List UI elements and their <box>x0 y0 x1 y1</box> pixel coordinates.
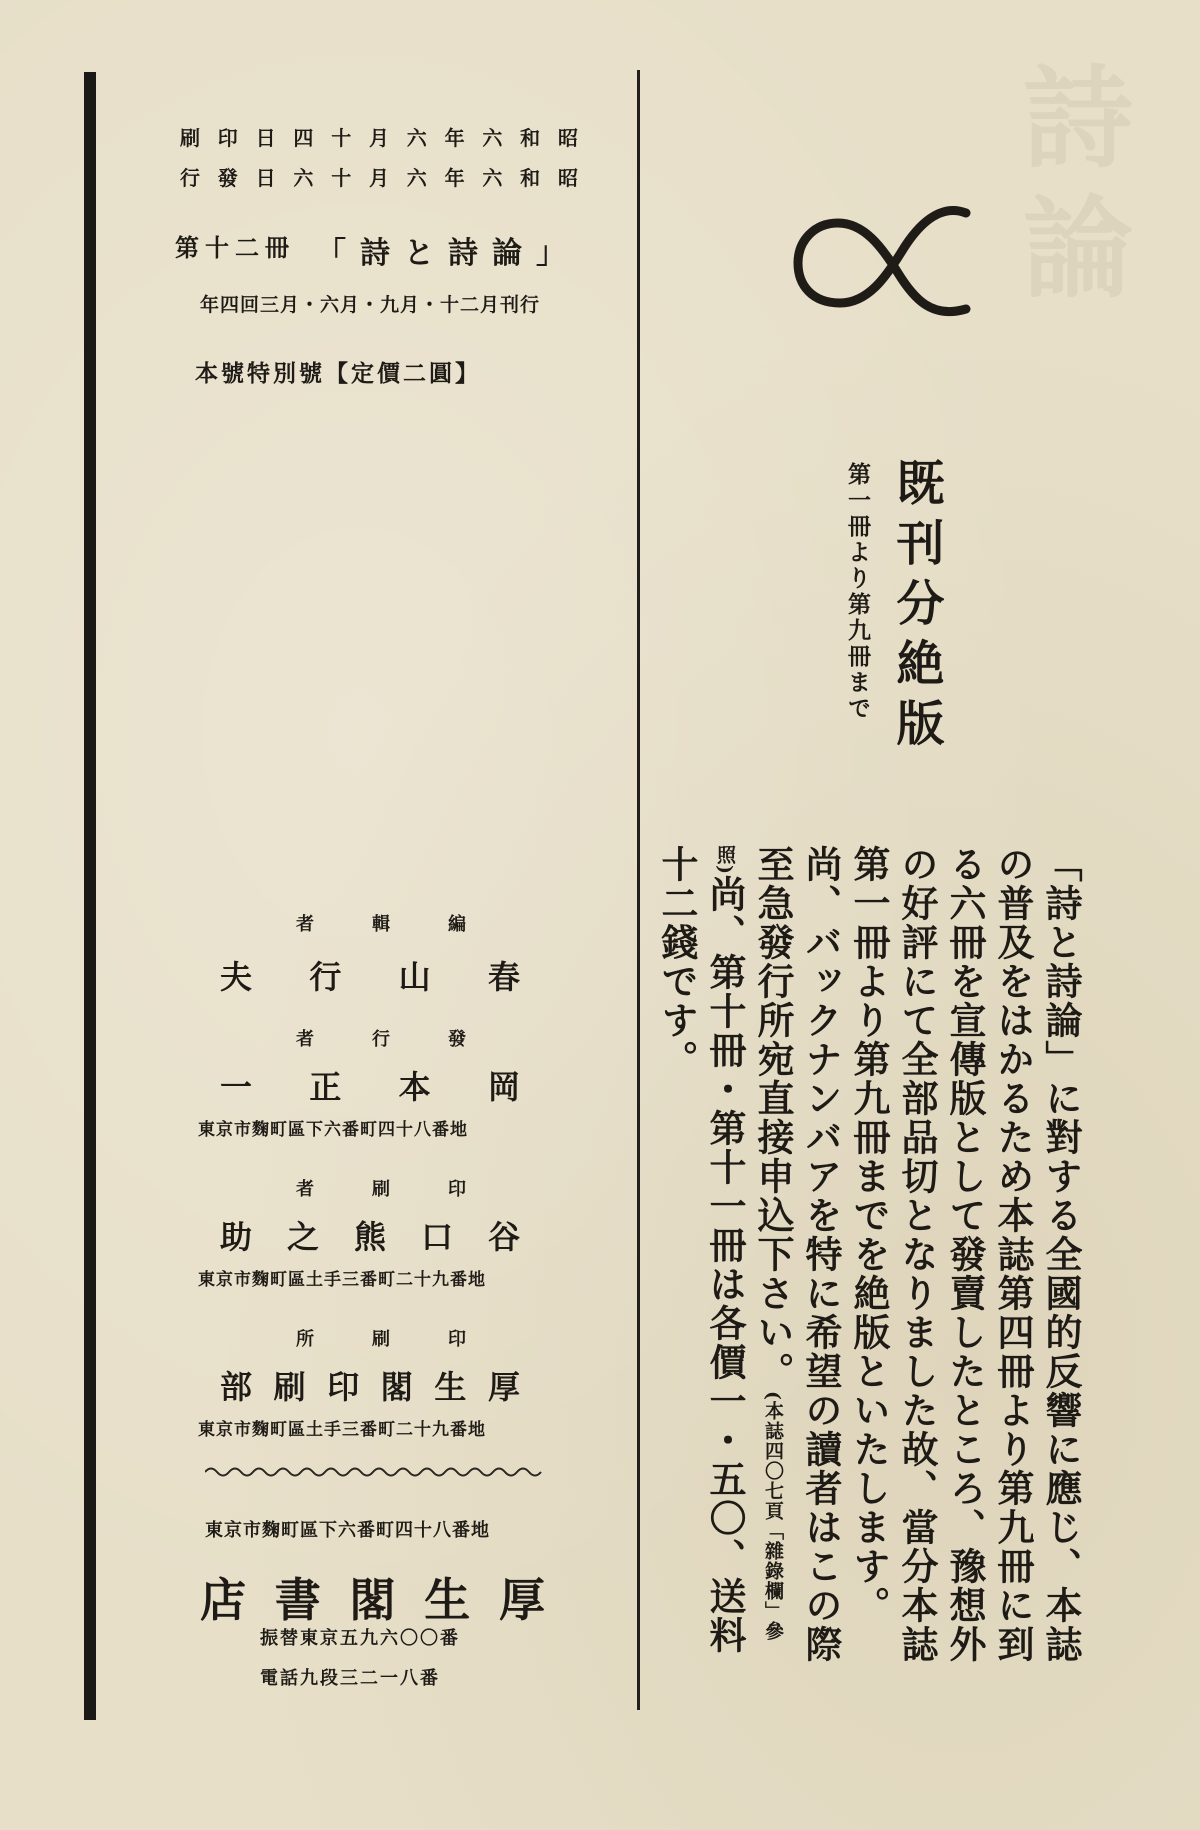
wavy-divider <box>205 1464 550 1480</box>
notice-subheading: 第一冊より第九冊まで <box>844 462 871 722</box>
special-issue-price: 本號特別號【定價二圓】 <box>195 360 481 387</box>
bookstore-address: 東京市麴町區下六番町四十八番地 <box>205 1520 490 1541</box>
alpha-logo <box>790 185 980 325</box>
bookstore-name: 店 書 閣 生 厚 <box>200 1573 545 1627</box>
print-date: 刷 印 日 四 十 月 六 年 六 和 昭 <box>180 126 580 150</box>
printshop-address: 東京市麴町區土手三番町二十九番地 <box>198 1420 486 1440</box>
center-divider-rule <box>637 70 640 1710</box>
notice-body <box>653 845 1085 1665</box>
notice-text-closing: 尚、第十冊・第十一冊は各價一・五〇、送料十二錢です。 <box>655 845 747 1655</box>
transfer-account: 振替東京五九六〇〇番 <box>260 1628 460 1649</box>
telephone-number: 電話九段三二一八番 <box>260 1668 440 1689</box>
volume-number: 第十二冊 <box>175 233 295 262</box>
editor-name: 夫 行 山 春 <box>220 958 520 996</box>
notice-text-main: 「詩と詩論」に對する全國的反響に應じ、本誌の普及をはかるため本誌第四冊より第九冊に到る六冊を宣傳版として發賣したところ、豫想外の好評にて全部品切となりました故、當分本誌第一冊より第九冊までを絶版といたします。尚、バックナンバアを特に希望の讀者はこの際至急發行所宛直接申込下さい。 <box>751 845 1083 1664</box>
left-border-rule <box>84 72 96 1720</box>
editor-role: 者 輯 編 <box>296 914 466 935</box>
publisher-address: 東京市麴町區下六番町四十八番地 <box>198 1120 468 1140</box>
show-through-decoration: 詩論 <box>1005 60 1134 320</box>
printer-name: 助 之 熊 口 谷 <box>220 1218 520 1256</box>
issue-date: 行 發 日 六 十 月 六 年 六 和 昭 <box>180 166 580 190</box>
notice-reference-note: (本誌四〇七頁「雜錄欄」參照) <box>714 845 784 1641</box>
printshop-name: 部 刷 印 閣 生 厚 <box>220 1368 520 1406</box>
publisher-role: 者 行 發 <box>296 1029 466 1050</box>
magazine-title: 「詩と詩論」 <box>316 236 580 271</box>
publication-schedule: 年四回三月・六月・九月・十二月刊行 <box>200 294 541 316</box>
printshop-role: 所 刷 印 <box>296 1329 466 1350</box>
printer-address: 東京市麴町區土手三番町二十九番地 <box>198 1270 486 1290</box>
notice-heading: 既刊分絶版 <box>888 458 944 758</box>
publisher-name: 一 正 本 岡 <box>220 1068 520 1106</box>
printer-role: 者 刷 印 <box>296 1179 466 1200</box>
title-row <box>175 228 580 272</box>
